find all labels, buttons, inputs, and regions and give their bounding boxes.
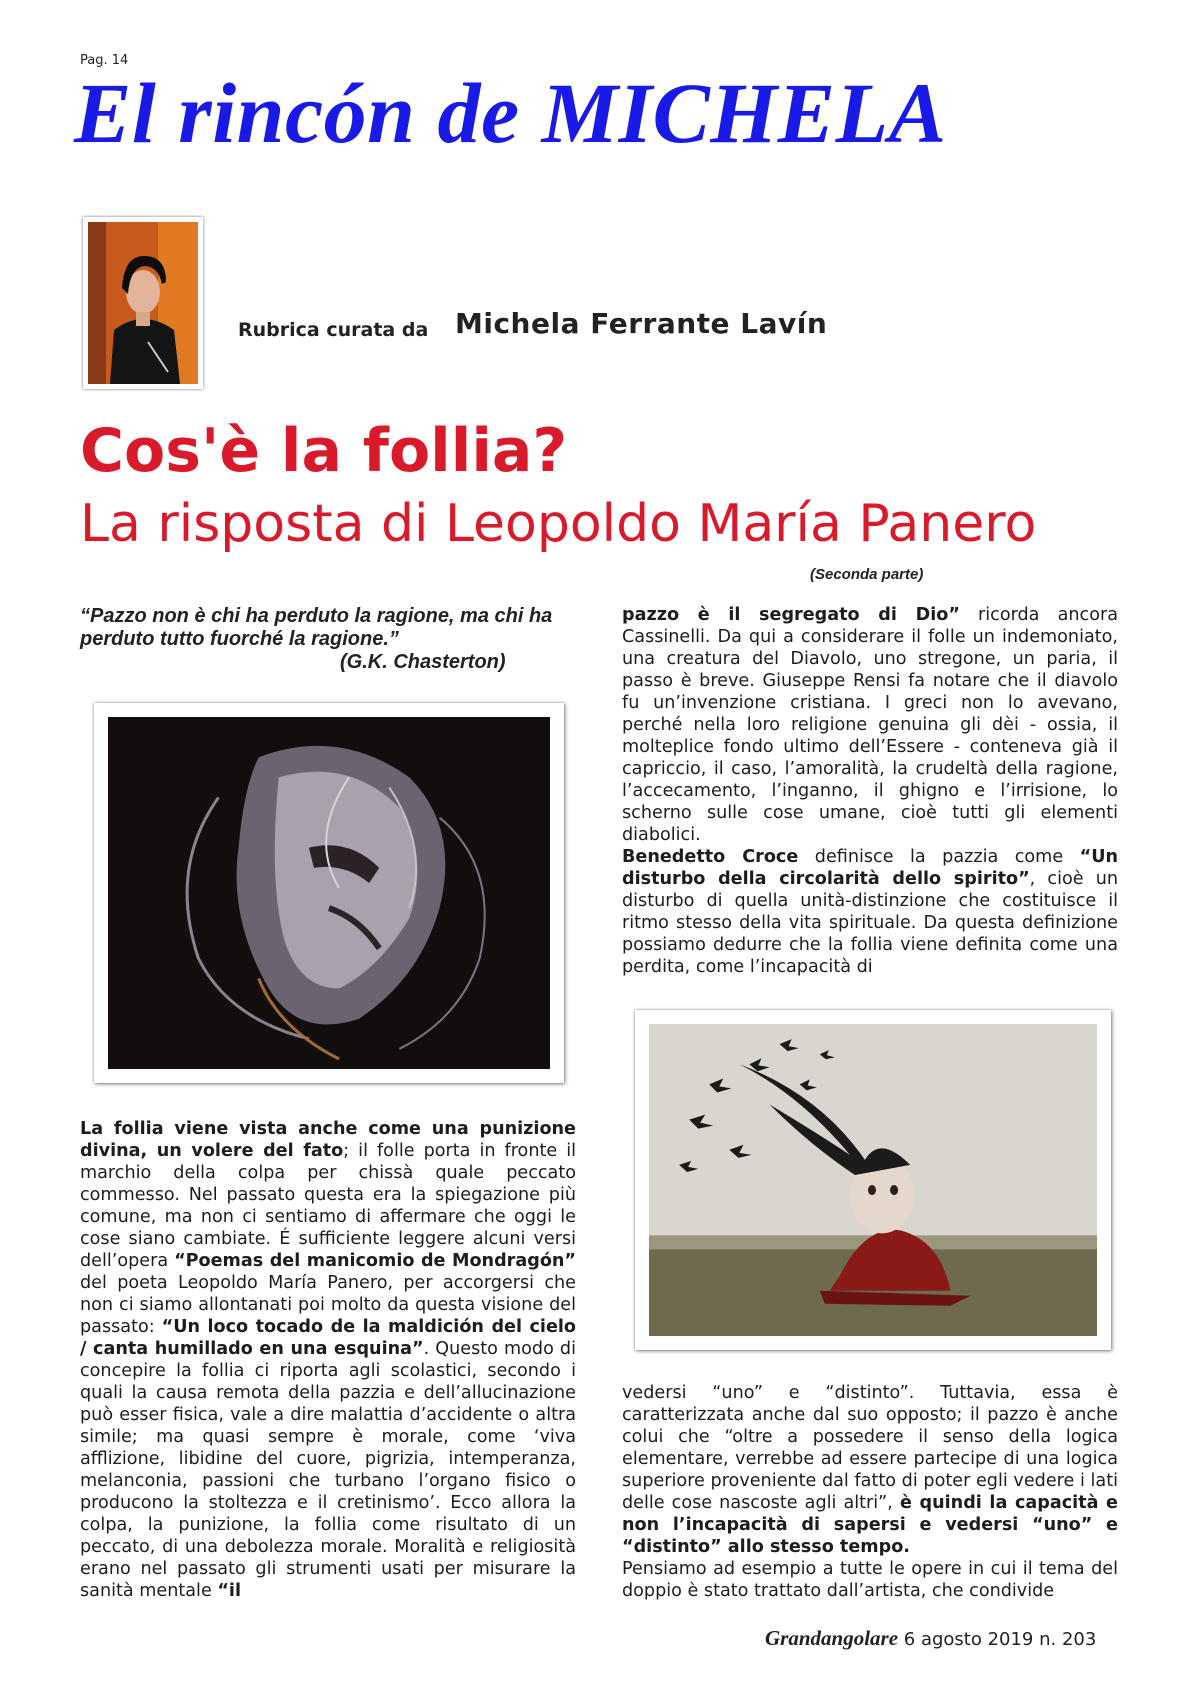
text-run: , cioè un disturbo di quella unità-distinzione che costituisce il ritmo stesso della vita spirituale. Da questa definizione possiamo dedurre che la follia viene definita come una perdita, come l’incapacità di [622,869,1118,977]
byline-label: Rubrica curata da [238,319,429,341]
bold-lead: La follia viene vista anche come una punizione divina, un volere del fato [80,1119,576,1161]
definition-quote: “Un disturbo della circolarità dello spirito” [622,847,1118,889]
epigraph-text: “Pazzo non è chi ha perduto la ragione, ma chi ha perduto tutto fuorché la ragione.” [80,605,553,650]
bold-lead: pazzo è il segregato di Dio” [622,605,960,625]
paragraph-double: Pensiamo ad esempio a tutte le opere in cui il tema del doppio è stato trattato dall’artista, che condivide [622,1559,1118,1601]
epigraph-author: (G.K. Chasterton) [340,651,506,673]
text-run: ; il folle porta in fronte il marchio della colpa per chissà quale peccato commesso. Nel passato questa era la spiegazione più comune, ma non ci sentiamo di affermare che oggi le cose siano cambiate. É sufficiente leggere alcuni versi dell’opera [80,1141,576,1271]
article-part-label: (Seconda parte) [810,566,924,583]
author-portrait [83,217,203,389]
text-run: del poeta Leopoldo María Panero, per accorgersi che non ci siamo allontanati poi molto da questa visione del passato: [80,1273,576,1337]
bold-continuation: “il [217,1581,241,1601]
issue-info: 6 agosto 2019 n. 203 [903,1629,1097,1650]
page-footer [765,1626,1096,1651]
article-column-right-bottom [622,1382,1118,1602]
artwork-face-painting [94,703,564,1083]
article-subheadline: La risposta di Leopoldo María Panero [80,494,1037,554]
text-run: ricorda ancora Cassinelli. Da qui a considerare il folle un indemoniato, una creatura del Diavolo, uno stregone, un paria, il passo è breve. Giuseppe Rensi fa notare che il diavolo fu un’invenzione cristiana. I greci non lo avevano, perché nella loro religione genuina gli dèi - ossia, il molteplice fondo ultimo dell’Essere - conteneva già il capriccio, il caso, l’amoralità, la crudeltà della ragione, l’accecamento, l’inganno, il ghigno e l’irrisione, lo scherno sulle cose umane, cioè tutti gli elementi diabolici. [622,605,1118,845]
text-run: definisce la pazzia come [798,847,1080,867]
artwork-girl-with-birds [635,1010,1111,1350]
work-title: “Poemas del manicomio de Mondragón” [174,1251,576,1271]
paragraph-punishment [80,1118,576,1602]
article-column-right-top [622,604,1118,978]
magazine-name: Grandangolare [765,1626,899,1650]
byline-author-name: Michela Ferrante Lavín [455,307,828,340]
article-column-left [80,1118,576,1602]
text-run: . Questo modo di concepire la follia ci riporta agli scolastici, secondo i quali la causa remota della pazzia e dell’allucinazione può esser fisica, vale a dire malattia d’accidente o altra simile; ma quasi sempre è morale, come ‘viva afflizione, libidine del cuore, pigrizia, intemperanza, melanconia, passioni che turbano l’organo fisico o producono la stoltezza e il cretinismo’. Ecco allora la colpa, la punizione, la follia come risultato di un peccato, di una debolezza morale. Moralità e religiosità erano nel passato gli strumenti usati per misurare la sanità mentale [80,1339,576,1601]
text-run: vedersi “uno” e “distinto”. Tuttavia, essa è caratterizzata anche dal suo opposto; il pazzo è anche colui che “oltre a possedere il senso della logica elementare, verrebbe ad essere partecipe di una logica superiore proveniente dal fatto di poter egli vedere i lati delle cose nascoste agli altri”, [622,1383,1118,1513]
epigraph [80,605,580,674]
person-name: Benedetto Croce [622,847,799,867]
article-headline: Cos'è la follia? [80,416,568,486]
bold-statement: è quindi la capacità e non l’incapacità di sapersi e vedersi “uno” e “distinto” allo stesso tempo. [622,1493,1118,1557]
verse-quote: “Un loco tocado de la maldición del cielo / canta humillado en una esquina” [80,1317,577,1359]
paragraph-capacity [622,1382,1118,1558]
paragraph-croce [622,846,1118,978]
paragraph-segregated [622,604,1118,846]
page-number: Pag. 14 [80,53,129,68]
masthead-title: El rincón de MICHELA [74,65,947,161]
